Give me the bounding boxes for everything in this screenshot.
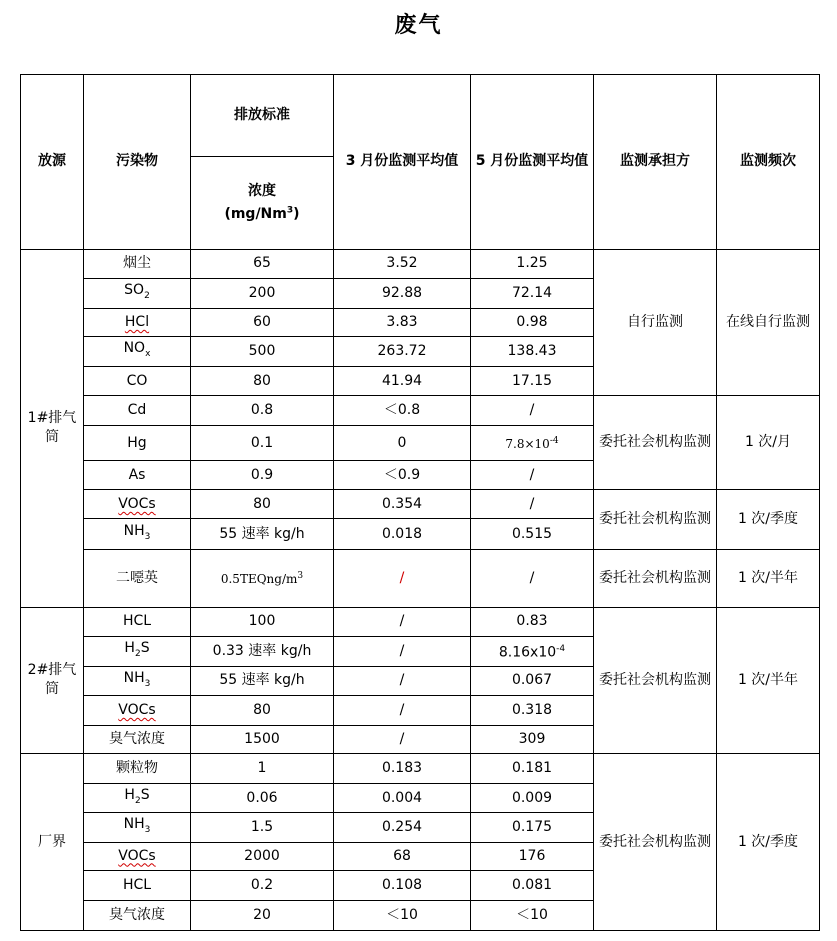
march-cell: 0.004 bbox=[334, 784, 471, 813]
pollutant-end: S bbox=[140, 786, 150, 803]
frequency-cell: 1 次/季度 bbox=[717, 490, 820, 549]
pollutant-text: SO bbox=[124, 281, 145, 298]
march-cell: 263.72 bbox=[334, 336, 471, 366]
standard-cell: 80 bbox=[191, 366, 334, 395]
standard-cell: 0.06 bbox=[191, 784, 334, 813]
may-cell: 0.009 bbox=[471, 784, 594, 813]
may-cell: / bbox=[471, 396, 594, 426]
party-cell: 委托社会机构监测 bbox=[594, 754, 717, 931]
standard-cell: 0.33 速率 kg/h bbox=[191, 636, 334, 666]
pollutant-text: VOCs bbox=[118, 495, 156, 512]
march-cell: 3.83 bbox=[334, 308, 471, 336]
party-cell: 委托社会机构监测 bbox=[594, 607, 717, 753]
unit-text: (mg/Nm bbox=[224, 205, 287, 222]
frequency-cell: 1 次/季度 bbox=[717, 754, 820, 931]
march-cell: 92.88 bbox=[334, 278, 471, 308]
source-cell: 1#排气筒 bbox=[21, 249, 84, 607]
may-cell: 17.15 bbox=[471, 366, 594, 395]
party-cell: 自行监测 bbox=[594, 249, 717, 395]
pollutant-cell bbox=[84, 519, 191, 549]
header-frequency: 监测频次 bbox=[717, 75, 820, 250]
party-cell: 委托社会机构监测 bbox=[594, 396, 717, 490]
frequency-cell: 1 次/月 bbox=[717, 396, 820, 490]
standard-sup: 3 bbox=[297, 571, 304, 582]
march-cell: 0.354 bbox=[334, 490, 471, 519]
header-concentration-unit bbox=[224, 206, 299, 222]
standard-cell: 200 bbox=[191, 278, 334, 308]
may-cell: 0.83 bbox=[471, 607, 594, 636]
pollutant-cell bbox=[84, 336, 191, 366]
may-cell: / bbox=[471, 490, 594, 519]
frequency-cell: 1 次/半年 bbox=[717, 549, 820, 607]
may-sup: -4 bbox=[556, 644, 566, 655]
table-row bbox=[21, 607, 820, 636]
pollutant-cell: HCL bbox=[84, 870, 191, 900]
pollutant-cell: 臭气浓度 bbox=[84, 726, 191, 754]
standard-cell: 55 速率 kg/h bbox=[191, 666, 334, 695]
standard-cell: 2000 bbox=[191, 842, 334, 870]
pollutant-cell bbox=[84, 842, 191, 870]
pollutant-text: NH bbox=[123, 816, 145, 833]
pollutant-sub: 2 bbox=[134, 648, 141, 659]
standard-cell bbox=[191, 549, 334, 607]
pollutant-cell bbox=[84, 813, 191, 842]
standard-cell: 1.5 bbox=[191, 813, 334, 842]
pollutant-cell: Cd bbox=[84, 396, 191, 426]
may-cell: 0.081 bbox=[471, 870, 594, 900]
table-row bbox=[21, 249, 820, 278]
may-cell: / bbox=[471, 461, 594, 490]
standard-cell: 0.9 bbox=[191, 461, 334, 490]
pollutant-end: S bbox=[140, 639, 150, 656]
may-cell: 0.067 bbox=[471, 666, 594, 695]
frequency-cell: 1 次/半年 bbox=[717, 607, 820, 753]
party-cell: 委托社会机构监测 bbox=[594, 490, 717, 549]
frequency-cell: 在线自行监测 bbox=[717, 249, 820, 395]
may-sup: -4 bbox=[549, 436, 559, 447]
header-concentration-label: 浓度 bbox=[248, 183, 276, 200]
pollutant-cell bbox=[84, 666, 191, 695]
standard-cell: 0.1 bbox=[191, 426, 334, 461]
source-cell: 2#排气筒 bbox=[21, 607, 84, 753]
march-cell: 0 bbox=[334, 426, 471, 461]
pollutant-text: HCl bbox=[124, 313, 150, 330]
standard-cell: 100 bbox=[191, 607, 334, 636]
march-cell: / bbox=[334, 726, 471, 754]
pollutant-text: NH bbox=[123, 669, 145, 686]
table-row bbox=[21, 754, 820, 784]
march-cell: / bbox=[334, 607, 471, 636]
header-row bbox=[21, 75, 820, 157]
may-cell bbox=[471, 636, 594, 666]
pollutant-cell: 二噁英 bbox=[84, 549, 191, 607]
march-cell: 0.108 bbox=[334, 870, 471, 900]
pollutant-text: NO bbox=[123, 340, 146, 357]
may-cell bbox=[471, 426, 594, 461]
may-cell: 72.14 bbox=[471, 278, 594, 308]
header-march-avg: 3 月份监测平均值 bbox=[334, 75, 471, 250]
may-cell: 309 bbox=[471, 726, 594, 754]
header-concentration bbox=[191, 157, 334, 249]
pollutant-cell: 颗粒物 bbox=[84, 754, 191, 784]
unit-sup: 3 bbox=[286, 205, 294, 216]
march-cell: 68 bbox=[334, 842, 471, 870]
pollutant-sub: 2 bbox=[144, 290, 150, 301]
pollutant-cell: 臭气浓度 bbox=[84, 900, 191, 930]
standard-cell: 80 bbox=[191, 490, 334, 519]
header-standard: 排放标准 bbox=[191, 75, 334, 157]
march-cell: / bbox=[334, 666, 471, 695]
standard-cell: 20 bbox=[191, 900, 334, 930]
pollutant-cell bbox=[84, 696, 191, 726]
pollutant-text: H bbox=[124, 639, 135, 656]
pollutant-sub: x bbox=[145, 348, 151, 359]
standard-cell: 55 速率 kg/h bbox=[191, 519, 334, 549]
march-cell: / bbox=[334, 549, 471, 607]
march-cell: 41.94 bbox=[334, 366, 471, 395]
march-cell: ＜0.8 bbox=[334, 396, 471, 426]
march-cell: / bbox=[334, 696, 471, 726]
march-cell: 0.183 bbox=[334, 754, 471, 784]
pollutant-text: NH bbox=[123, 522, 145, 539]
march-cell: 3.52 bbox=[334, 249, 471, 278]
table-row bbox=[21, 490, 820, 519]
standard-text: 0.5TEQng/m bbox=[220, 572, 298, 587]
pollutant-cell bbox=[84, 636, 191, 666]
may-cell: 0.175 bbox=[471, 813, 594, 842]
march-cell: ＜10 bbox=[334, 900, 471, 930]
pollutant-text: VOCs bbox=[118, 702, 156, 719]
pollutant-sub: 3 bbox=[144, 824, 151, 835]
march-cell: / bbox=[334, 636, 471, 666]
pollutant-text: H bbox=[124, 786, 135, 803]
header-source: 放源 bbox=[21, 75, 84, 250]
standard-cell: 500 bbox=[191, 336, 334, 366]
pollutant-sub: 3 bbox=[144, 678, 151, 689]
may-cell: 0.181 bbox=[471, 754, 594, 784]
pollutant-cell: CO bbox=[84, 366, 191, 395]
table-row bbox=[21, 549, 820, 607]
pollutant-cell bbox=[84, 490, 191, 519]
march-cell: 0.018 bbox=[334, 519, 471, 549]
may-text: 7.8×10 bbox=[505, 437, 550, 452]
pollutant-cell bbox=[84, 278, 191, 308]
march-cell: 0.254 bbox=[334, 813, 471, 842]
pollutant-cell bbox=[84, 308, 191, 336]
standard-cell: 60 bbox=[191, 308, 334, 336]
table-row bbox=[21, 396, 820, 426]
may-cell: 0.515 bbox=[471, 519, 594, 549]
header-pollutant: 污染物 bbox=[84, 75, 191, 250]
pollutant-cell: As bbox=[84, 461, 191, 490]
page-title: 废气 bbox=[394, 12, 443, 38]
party-cell: 委托社会机构监测 bbox=[594, 549, 717, 607]
pollutant-cell: Hg bbox=[84, 426, 191, 461]
standard-cell: 80 bbox=[191, 696, 334, 726]
may-cell: 0.98 bbox=[471, 308, 594, 336]
standard-cell: 1500 bbox=[191, 726, 334, 754]
march-cell: ＜0.9 bbox=[334, 461, 471, 490]
may-cell: 1.25 bbox=[471, 249, 594, 278]
may-cell: 138.43 bbox=[471, 336, 594, 366]
may-cell: 0.318 bbox=[471, 696, 594, 726]
pollutant-cell bbox=[84, 784, 191, 813]
header-party: 监测承担方 bbox=[594, 75, 717, 250]
standard-cell: 65 bbox=[191, 249, 334, 278]
may-cell: ＜10 bbox=[471, 900, 594, 930]
may-text: 8.16x10 bbox=[498, 644, 557, 661]
exhaust-monitoring-table bbox=[20, 74, 820, 931]
pollutant-sub: 2 bbox=[134, 795, 141, 806]
source-cell: 厂界 bbox=[21, 754, 84, 931]
pollutant-cell: 烟尘 bbox=[84, 249, 191, 278]
pollutant-text: VOCs bbox=[118, 847, 156, 864]
unit-end: ) bbox=[293, 205, 300, 222]
header-may-avg: 5 月份监测平均值 bbox=[471, 75, 594, 250]
pollutant-sub: 3 bbox=[144, 531, 151, 542]
standard-cell: 0.8 bbox=[191, 396, 334, 426]
standard-cell: 0.2 bbox=[191, 870, 334, 900]
pollutant-cell: HCL bbox=[84, 607, 191, 636]
standard-cell: 1 bbox=[191, 754, 334, 784]
may-cell: 176 bbox=[471, 842, 594, 870]
may-cell: / bbox=[471, 549, 594, 607]
